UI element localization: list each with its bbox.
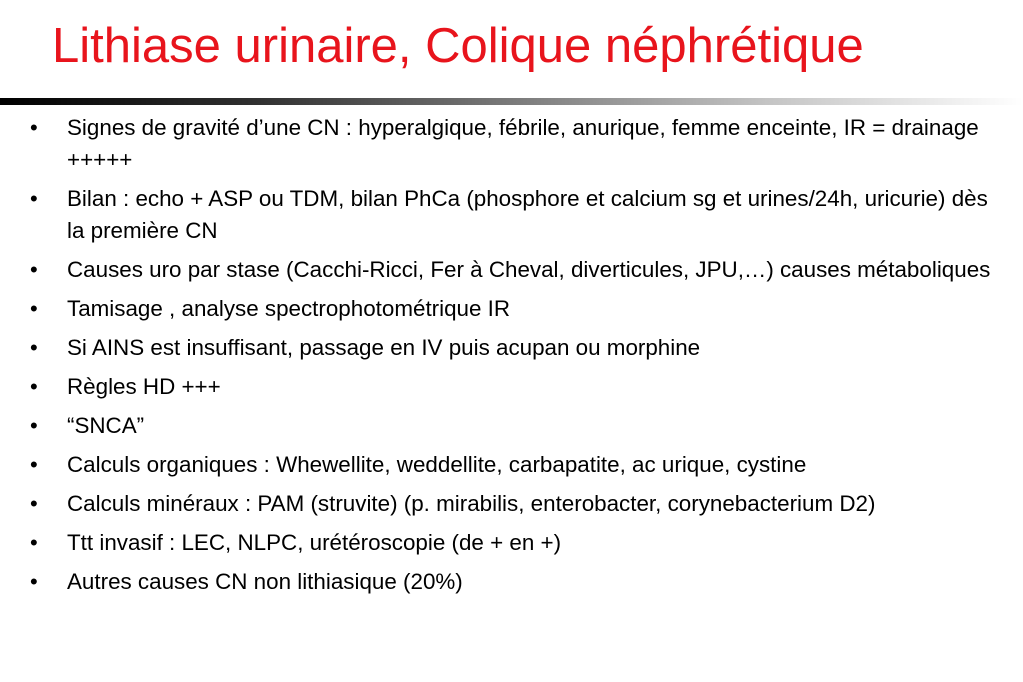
bullet-item [0,332,1023,364]
bullet-icon: • [30,569,38,594]
bullet-text: Signes de gravité d’une CN : hyperalgique, fébrile, anurique, femme enceinte, IR = drainage +++++ [67,115,979,172]
bullet-icon: • [30,452,38,477]
bullet-icon: • [30,115,38,140]
bullet-text: “SNCA” [67,413,145,438]
bullet-text: Bilan : echo + ASP ou TDM, bilan PhCa (phosphore et calcium sg et urines/24h, uricurie) dès la première CN [67,186,988,243]
bullet-item [0,527,1023,559]
bullet-icon: • [30,413,38,438]
bullet-icon: • [30,257,38,282]
bullet-text: Causes uro par stase (Cacchi-Ricci, Fer à Cheval, diverticules, JPU,…) causes métaboliques [67,257,991,282]
bullet-icon: • [30,374,38,399]
bullet-item [0,410,1023,442]
bullet-icon: • [30,335,38,360]
bullet-text: Ttt invasif : LEC, NLPC, urétéroscopie (de + en +) [67,530,562,555]
bullet-list [0,112,1023,605]
bullet-text: Si AINS est insuffisant, passage en IV puis acupan ou morphine [67,335,701,360]
bullet-icon: • [30,296,38,321]
title-divider [0,98,1023,105]
bullet-text: Tamisage , analyse spectrophotométrique IR [67,296,511,321]
bullet-item [0,183,1023,247]
bullet-item [0,112,1023,176]
bullet-item [0,449,1023,481]
slide-title: Lithiase urinaire, Colique néphrétique [52,19,864,73]
bullet-icon: • [30,186,38,211]
bullet-text: Règles HD +++ [67,374,221,399]
bullet-item [0,566,1023,598]
bullet-icon: • [30,530,38,555]
bullet-item [0,488,1023,520]
bullet-item [0,293,1023,325]
bullet-text: Autres causes CN non lithiasique (20%) [67,569,463,594]
bullet-item [0,371,1023,403]
bullet-icon: • [30,491,38,516]
bullet-text: Calculs minéraux : PAM (struvite) (p. mirabilis, enterobacter, corynebacterium D2) [67,491,876,516]
bullet-item [0,254,1023,286]
bullet-text: Calculs organiques : Whewellite, weddellite, carbapatite, ac urique, cystine [67,452,807,477]
